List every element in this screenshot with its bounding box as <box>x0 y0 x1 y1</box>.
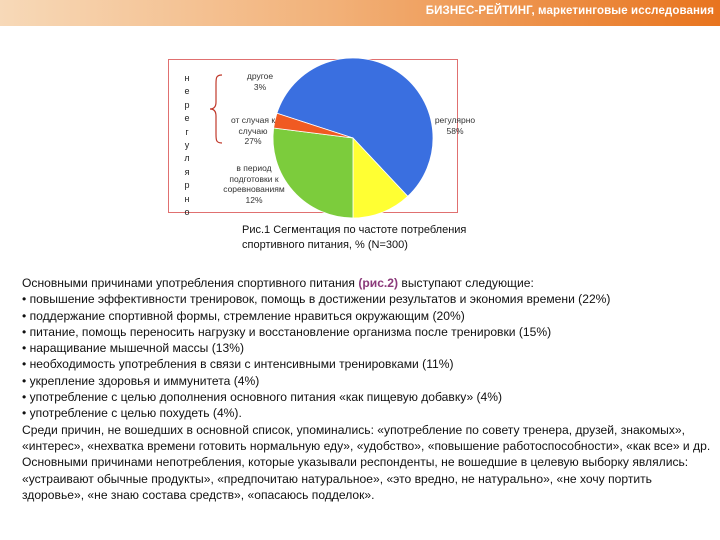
group-letter: у <box>184 140 190 151</box>
label-value: 12% <box>245 194 263 205</box>
group-letter: н <box>184 73 190 83</box>
label-text: другое <box>246 71 274 81</box>
group-letter: н <box>184 193 190 204</box>
group-letter: р <box>184 180 190 191</box>
label-text: в период <box>236 163 272 173</box>
caption-line: спортивного питания, % (N=300) <box>242 239 408 251</box>
label-text: от случая к <box>230 115 276 125</box>
label-value: 3% <box>253 81 267 92</box>
slice-label-prep <box>216 163 292 205</box>
paragraph-non-use-reasons: Основными причинами непотребления, которые указывали респонденты, не вошедшие в целевую выборку являлись: «устраивают обычные продукты», «предпочитаю натуральное», «это вредно, не натурально», «не хочу портить здоровье», «не знаю состава средств», «опасаюсь подделок». <box>22 455 689 502</box>
group-letter: г <box>185 126 189 137</box>
bullet-item: • необходимость употребления в связи с интенсивными тренировками (11%) <box>22 357 454 372</box>
label-text: регулярно <box>434 115 476 125</box>
group-letter: е <box>184 113 190 124</box>
bullet-item: • повышение эффективности тренировок, помощь в достижении результатов и экономия времени (22%) <box>22 292 611 307</box>
label-text: соревнованиям <box>223 184 285 194</box>
intro-text: Основными причинами употребления спортивного питания <box>22 276 359 290</box>
slice-label-other <box>240 71 280 92</box>
bullet-item: • поддержание спортивной формы, стремление нравиться окружающим (20%) <box>22 308 465 323</box>
bullet-item: • употребление с целью дополнения основного питания «как пищевую добавку» (4%) <box>22 390 503 405</box>
figure-ref-link[interactable]: (рис.2) <box>358 276 399 290</box>
body-text <box>22 275 714 503</box>
slice-label-occasional <box>222 115 284 147</box>
bullet-item: • укрепление здоровья и иммунитета (4%) <box>22 373 260 388</box>
intro-line <box>22 275 714 291</box>
bullet-item: • употребление с целью похудеть (4%). <box>22 406 242 421</box>
group-letter: л <box>184 153 190 164</box>
label-text: случаю <box>238 125 268 136</box>
header-title: БИЗНЕС-РЕЙТИНГ, маркетинговые исследования <box>425 5 714 17</box>
figure-caption <box>242 223 466 253</box>
group-letter: р <box>184 99 190 110</box>
intro-text: выступают следующие: <box>398 276 534 290</box>
group-letter: я <box>184 166 190 177</box>
paragraph-other-reasons: Среди причин, не вошедших в основной список, упоминались: «употребление по совету тренера, друзей, знакомых», «интерес», «нехватка времени готовить нормальную еду», «удобство», «повышение работоспособности», «как все» и др. <box>22 422 711 453</box>
slice-label-regular <box>428 115 482 136</box>
bullet-item: • питание, помощь переносить нагрузку и восстановление организма после тренировки (15%) <box>22 324 552 339</box>
caption-line: Рис.1 Сегментация по частоте потребления <box>242 224 467 236</box>
label-value: 58% <box>446 125 464 136</box>
group-letter: е <box>184 86 190 97</box>
label-value: 27% <box>244 136 262 146</box>
bullet-item: • наращивание мышечной массы (13%) <box>22 341 244 356</box>
label-text: подготовки к <box>229 173 279 184</box>
group-letter: о <box>184 207 190 218</box>
